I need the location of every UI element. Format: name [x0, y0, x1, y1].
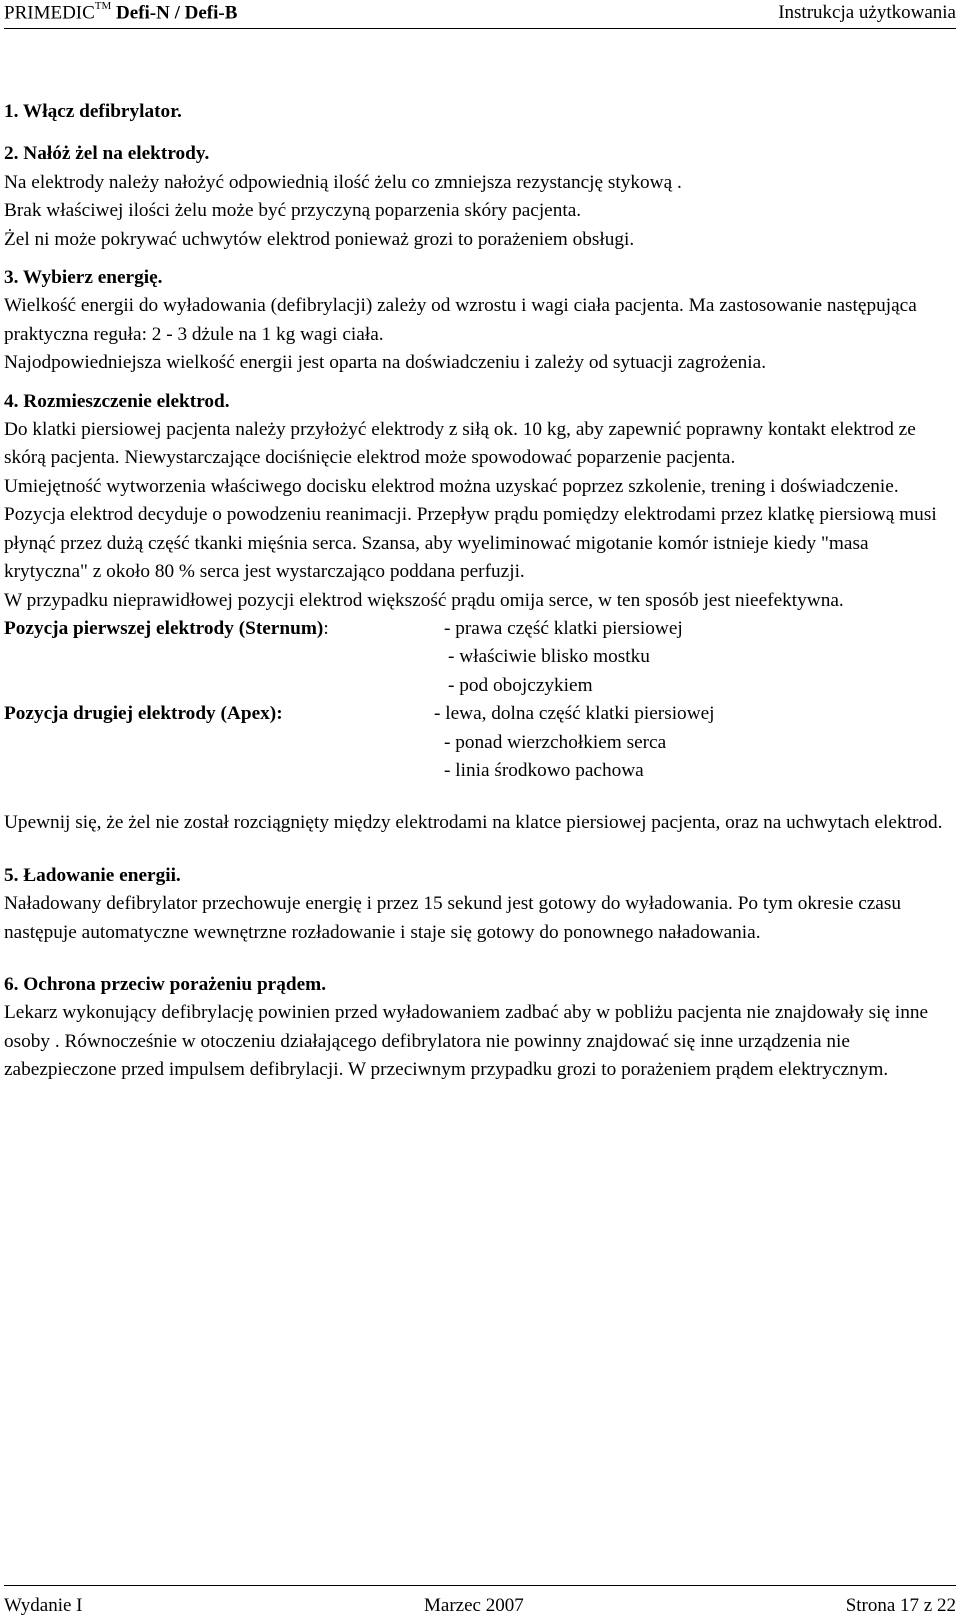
header-doc-type: Instrukcja użytkowania	[778, 2, 956, 23]
footer-page-number: Strona 17 z 22	[845, 1595, 956, 1616]
step-4-heading: 4. Rozmieszczenie elektrod.	[4, 390, 230, 412]
page-header	[4, 0, 956, 29]
step-2-heading: 2. Nałóż żel na elektrody.	[4, 143, 210, 165]
step-1-heading: 1. Włącz defibrylator.	[4, 101, 182, 122]
step-6-heading: 6. Ochrona przeciw porażeniu prądem.	[4, 973, 327, 995]
header-trademark: TM	[94, 0, 112, 12]
step-3-paragraph-2: Najodpowiedniejsza wielkość energii jest oparta na doświadczeniu i zależy od sytuacji zagrożenia.	[4, 352, 767, 374]
step-5-heading: 5. Ładowanie energii.	[4, 864, 181, 886]
step-4-paragraph-1: Do klatki piersiowej pacjenta należy przyłożyć elektrody z siłą ok. 10 kg, aby zapewnić poprawny kontakt elektrod ze skórą pacjenta. Niewystarczające dociśnięcie elektrod może spowodować poparzenie pacjenta.	[4, 419, 916, 469]
electrode-position-2-item: - lewa, dolna część klatki piersiowej	[434, 703, 715, 725]
step-3-paragraph-1: Wielkość energii do wyładowania (defibrylacji) zależy od wzrostu i wagi ciała pacjenta. Ma zastosowanie następująca praktyczna reguła: 2 - 3 dżule na 1 kg wagi ciała.	[4, 295, 917, 345]
footer-date: Marzec 2007	[424, 1595, 524, 1616]
header-product	[4, 2, 237, 24]
document-body	[4, 98, 954, 1085]
electrode-position-1-item: - prawa część klatki piersiowej	[444, 617, 683, 639]
header-product-prefix: PRIMEDIC	[4, 2, 95, 24]
electrode-position-2-item: - ponad wierzchołkiem serca	[444, 731, 667, 753]
step-4-paragraph-3: Pozycja elektrod decyduje o powodzeniu reanimacji. Przepływ prądu pomiędzy elektrodami przez klatkę piersiową musi płynąć przez dużą część tkanki mięśnia serca. Szansa, aby wyeliminować migotanie komór istnieje kiedy "masa krytyczna" z około 80 % serca jest wystarczająco poddana perfuzji.	[4, 504, 937, 583]
electrode-position-1	[4, 615, 954, 700]
header-product-model: Defi-N / Defi-B	[116, 2, 238, 24]
step-4-paragraph-2: Umiejętność wytworzenia właściwego docisku elektrod można uzyskać poprzez szkolenie, trening i doświadczenie.	[4, 475, 899, 497]
step-4-paragraph-5: Upewnij się, że żel nie został rozciągnięty między elektrodami na klatce piersiowej pacjenta, oraz na uchwytach elektrod.	[4, 812, 943, 834]
step-4-paragraph-4: W przypadku nieprawidłowej pozycji elektrod większość prądu omija serce, w ten sposób jest nieefektywna.	[4, 589, 844, 611]
electrode-position-1-colon: :	[323, 617, 329, 639]
electrode-position-2-item: - linia środkowo pachowa	[444, 759, 644, 781]
step-2-line-2: Brak właściwej ilości żelu może być przyczyną poparzenia skóry pacjenta.	[4, 200, 582, 222]
electrode-position-2-label: Pozycja drugiej elektrody (Apex):	[4, 703, 283, 725]
electrode-position-1-item: - pod obojczykiem	[448, 674, 593, 696]
step-2-line-3: Żel ni może pokrywać uchwytów elektrod ponieważ grozi to porażeniem obsługi.	[4, 228, 635, 250]
footer-edition: Wydanie I	[4, 1595, 83, 1616]
page-footer	[4, 1585, 956, 1622]
step-6-paragraph: Lekarz wykonujący defibrylację powinien przed wyładowaniem zadbać aby w pobliżu pacjenta nie znajdowały się inne osoby . Równocześnie w otoczeniu działającego defibrylatora nie powinny znajdować się inne urządzenia nie zabezpieczone przed impulsem defibrylacji. W przeciwnym przypadku grozi to porażeniem prądem elektrycznym.	[4, 1002, 929, 1081]
step-2-line-1: Na elektrody należy nałożyć odpowiednią ilość żelu co zmniejsza rezystancję stykową .	[4, 171, 682, 193]
electrode-position-1-item: - właściwie blisko mostku	[448, 646, 650, 668]
electrode-position-2	[4, 700, 954, 785]
electrode-position-1-label: Pozycja pierwszej elektrody (Sternum)	[4, 617, 324, 639]
step-3-heading: 3. Wybierz energię.	[4, 267, 163, 289]
step-5-paragraph: Naładowany defibrylator przechowuje energię i przez 15 sekund jest gotowy do wyładowania. Po tym okresie czasu następuje automatyczne wewnętrzne rozładowanie i staje się gotowy do ponownego naładowania.	[4, 893, 902, 943]
